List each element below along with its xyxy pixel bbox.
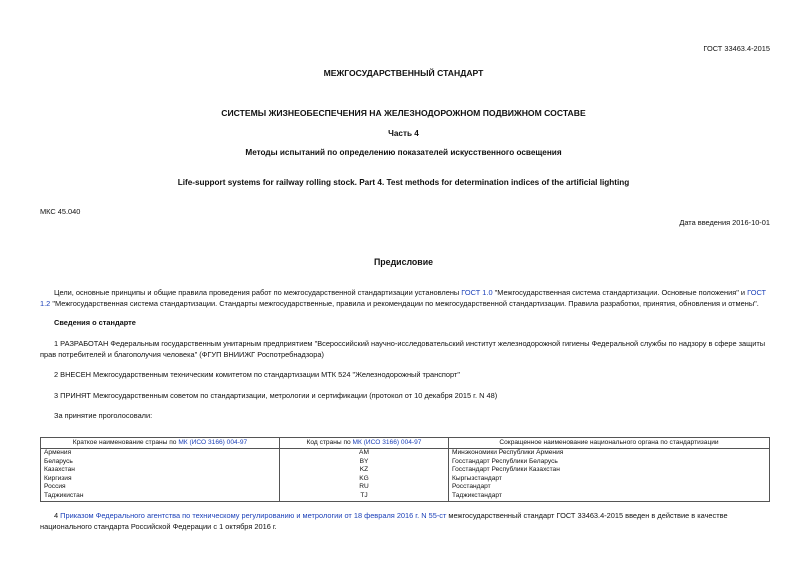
body-cell: Госстандарт Республики Казахстан: [449, 466, 770, 475]
country-cell: Таджикистан: [41, 492, 280, 501]
item-3-adopted: 3 ПРИНЯТ Межгосударственным советом по стандартизации, метрологии и сертификации (протокол от 10 декабря 2015 г. N 48): [54, 391, 498, 400]
column-header-code: [280, 438, 449, 449]
country-cell: Киргизия: [41, 475, 280, 484]
table-row: [41, 492, 770, 501]
column-header-code-text: Код страны по: [306, 438, 353, 446]
standard-info-heading: Сведения о стандарте: [54, 318, 136, 327]
voted-label: За принятие проголосовали:: [54, 411, 153, 420]
foreword-text-2: "Межгосударственная система стандартизации. Основные положения" и: [492, 288, 748, 297]
country-cell: Казахстан: [41, 466, 280, 475]
english-title: Life-support systems for railway rolling stock. Part 4. Test methods for determination indices of the artificial lighting: [177, 178, 630, 187]
body-cell: Госстандарт Республики Беларусь: [449, 458, 770, 467]
mks-code: МКС 45.040: [40, 207, 81, 216]
document-number: ГОСТ 33463.4-2015: [703, 44, 770, 53]
foreword-text-3: "Межгосударственная система стандартизации. Стандарты межгосударственные, правила и рекомендации по межгосударственной стандартизации. Правила разработки, принятия, обновления и отмены".: [50, 299, 759, 308]
gost-1-0-link[interactable]: ГОСТ 1.0: [461, 288, 493, 297]
table-row: [41, 466, 770, 475]
voting-countries-table: [40, 437, 770, 502]
gost-1-2-link[interactable]: ГОСТ 1.2: [40, 288, 767, 308]
body-cell: Кыргызстандарт: [449, 475, 770, 484]
mk-iso-3166-link[interactable]: МК (ИСО 3166) 004-97: [178, 438, 248, 446]
column-header-country-text: Краткое наименование страны по: [72, 438, 179, 446]
body-cell: Росстандарт: [449, 483, 770, 492]
code-cell: KG: [280, 475, 449, 484]
item-2-submitted: 2 ВНЕСЕН Межгосударственным техническим комитетом по стандартизации МТК 524 "Железнодорожный транспорт": [54, 370, 460, 379]
item-1-developed: 1 РАЗРАБОТАН Федеральным государственным унитарным предприятием "Всероссийский научно-исследовательский институт железнодорожной гигиены Федеральной службы по надзору в сфере защиты прав потребителей и благополучия человека" (ФГУП ВНИИЖГ Роспотребнадзора): [40, 339, 766, 359]
item-4-number: 4: [54, 511, 61, 520]
body-cell: Таджикстандарт: [449, 492, 770, 501]
table-row: [41, 449, 770, 458]
code-cell: AM: [280, 449, 449, 458]
body-cell: Минэкономики Республики Армения: [449, 449, 770, 458]
standard-type-heading: МЕЖГОСУДАРСТВЕННЫЙ СТАНДАРТ: [323, 68, 484, 78]
introduction-date: Дата введения 2016-10-01: [679, 218, 770, 227]
subtitle: Методы испытаний по определению показателей искусственного освещения: [245, 148, 562, 157]
column-header-body: Сокращенное наименование национального органа по стандартизации: [449, 438, 770, 449]
column-header-country: [41, 438, 280, 449]
country-cell: Армения: [41, 449, 280, 458]
table-row: [41, 458, 770, 467]
rosstandart-order-link[interactable]: Приказом Федерального агентства по техническому регулированию и метрологии от 18 февраля 2016 г. N 55-ст: [60, 511, 447, 520]
table-row: [41, 475, 770, 484]
item-4-text: межгосударственный стандарт ГОСТ 33463.4-2015 введен в действие в качестве национального стандарта Российской Федерации с 1 октября 2016 г.: [40, 511, 728, 531]
code-cell: BY: [280, 458, 449, 467]
foreword-heading: Предисловие: [373, 257, 434, 267]
main-title: СИСТЕМЫ ЖИЗНЕОБЕСПЕЧЕНИЯ НА ЖЕЛЕЗНОДОРОЖНОМ ПОДВИЖНОМ СОСТАВЕ: [221, 108, 586, 118]
code-cell: KZ: [280, 466, 449, 475]
foreword-text-1: Цели, основные принципы и общие правила проведения работ по межгосударственной стандартизации установлены: [54, 288, 462, 297]
part-label: Часть 4: [388, 129, 419, 138]
country-cell: Россия: [41, 483, 280, 492]
code-cell: TJ: [280, 492, 449, 501]
foreword-paragraph: [40, 287, 768, 309]
code-cell: RU: [280, 483, 449, 492]
table-header-row: [41, 438, 770, 449]
country-cell: Беларусь: [41, 458, 280, 467]
mk-iso-3166-code-link[interactable]: МК (ИСО 3166) 004-97: [352, 438, 422, 446]
table-row: [41, 483, 770, 492]
item-4-enacted: [40, 510, 768, 532]
